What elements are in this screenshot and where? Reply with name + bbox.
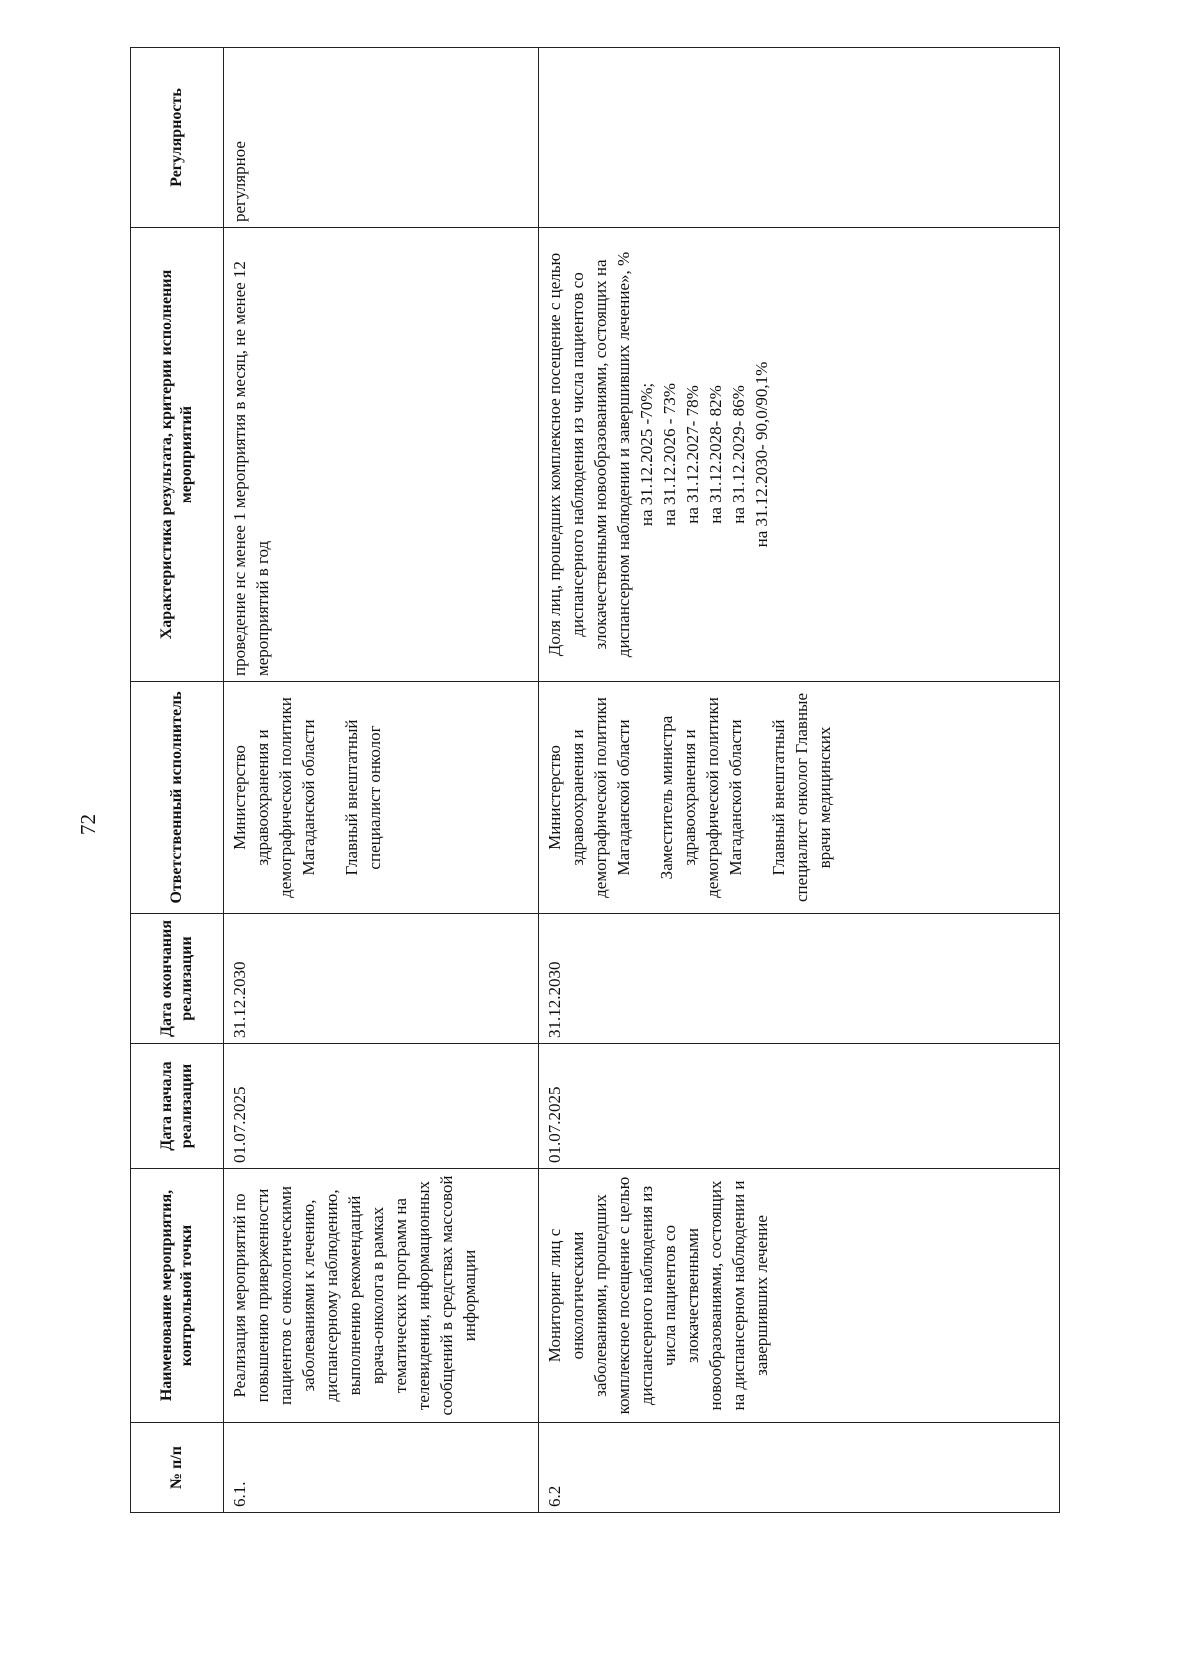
row-responsible xyxy=(539,682,1060,914)
responsible-line: Министерство здравоохранения и демографической политики Магаданской области xyxy=(545,697,633,898)
result-line: на 31.12.2028- 82% xyxy=(706,385,725,524)
row-name: Мониторинг лиц с онкологическими заболеваниями, прошедших комплексное посещение с целью диспансерного наблюдения из числа пациентов со злокачественными новообразованиями, состоящих на диспансерном наблюдении и завершивших лечение xyxy=(539,1169,1060,1423)
header-end-date: Дата окончания реализации xyxy=(131,914,224,1044)
table-header-row xyxy=(131,48,224,1513)
header-num: № п/п xyxy=(131,1423,224,1513)
row-num: 6.2 xyxy=(539,1423,1060,1513)
header-responsible: Ответственный исполнитель xyxy=(131,682,224,914)
result-lines xyxy=(635,233,773,676)
row-start-date: 01.07.2025 xyxy=(224,1044,539,1169)
row-end-date: 31.12.2030 xyxy=(224,914,539,1044)
header-start-date: Дата начала реализации xyxy=(131,1044,224,1169)
page-number: 72 xyxy=(76,814,100,835)
header-result: Характеристика результата, критерии исполнения мероприятий xyxy=(131,228,224,682)
result-line: на 31.12.2025 -70%; xyxy=(637,382,656,527)
responsible-line: Главный внештатный специалист онколог xyxy=(342,719,384,876)
responsible-line: Министерство здравоохранения и демографической политики Магаданской области xyxy=(230,697,318,898)
row-regularity: регулярное xyxy=(224,48,539,228)
row-num: 6.1. xyxy=(224,1423,539,1513)
row-result xyxy=(539,228,1060,682)
table-row xyxy=(224,48,539,1513)
row-name: Реализация мероприятий по повышению приверженности пациентов с онкологическими заболеваниями к лечению, диспансерному наблюдению, выполнению рекомендаций врача-онколога в рамках тематических программ на телевидении, информационных сообщений в средствах массовой информации xyxy=(224,1169,539,1423)
row-regularity xyxy=(539,48,1060,228)
row-start-date: 01.07.2025 xyxy=(539,1044,1060,1169)
table-row xyxy=(539,48,1060,1513)
responsible-line: Главный внештатный специалист онколог Главные врачи медицинских xyxy=(769,692,834,903)
responsible-line: Заместитель министра здравоохранения и демографической политики Магаданской области xyxy=(657,697,745,898)
result-line: на 31.12.2027- 78% xyxy=(683,385,702,524)
header-name: Наименование мероприятия, контрольной точки xyxy=(131,1169,224,1423)
result-line: на 31.12.2029- 86% xyxy=(729,385,748,524)
activities-table xyxy=(130,47,1060,1513)
row-result: проведение нс менее 1 мероприятия в месяц, не менее 12 мероприятий в год xyxy=(224,228,539,682)
result-line: на 31.12.2026 - 73% xyxy=(660,383,679,526)
header-regularity: Регулярность xyxy=(131,48,224,228)
result-line: на 31.12.2030- 90,0/90,1% xyxy=(752,361,771,548)
row-responsible xyxy=(224,682,539,914)
result-intro: Доля лиц, прошедших комплексное посещение с целью диспансерного наблюдения из числа пациентов со злокачественными новообразованиями, состоящих на диспансерном наблюдении и завершивших лечение», % xyxy=(545,251,633,658)
rotated-page xyxy=(130,48,1060,1513)
row-end-date: 31.12.2030 xyxy=(539,914,1060,1044)
